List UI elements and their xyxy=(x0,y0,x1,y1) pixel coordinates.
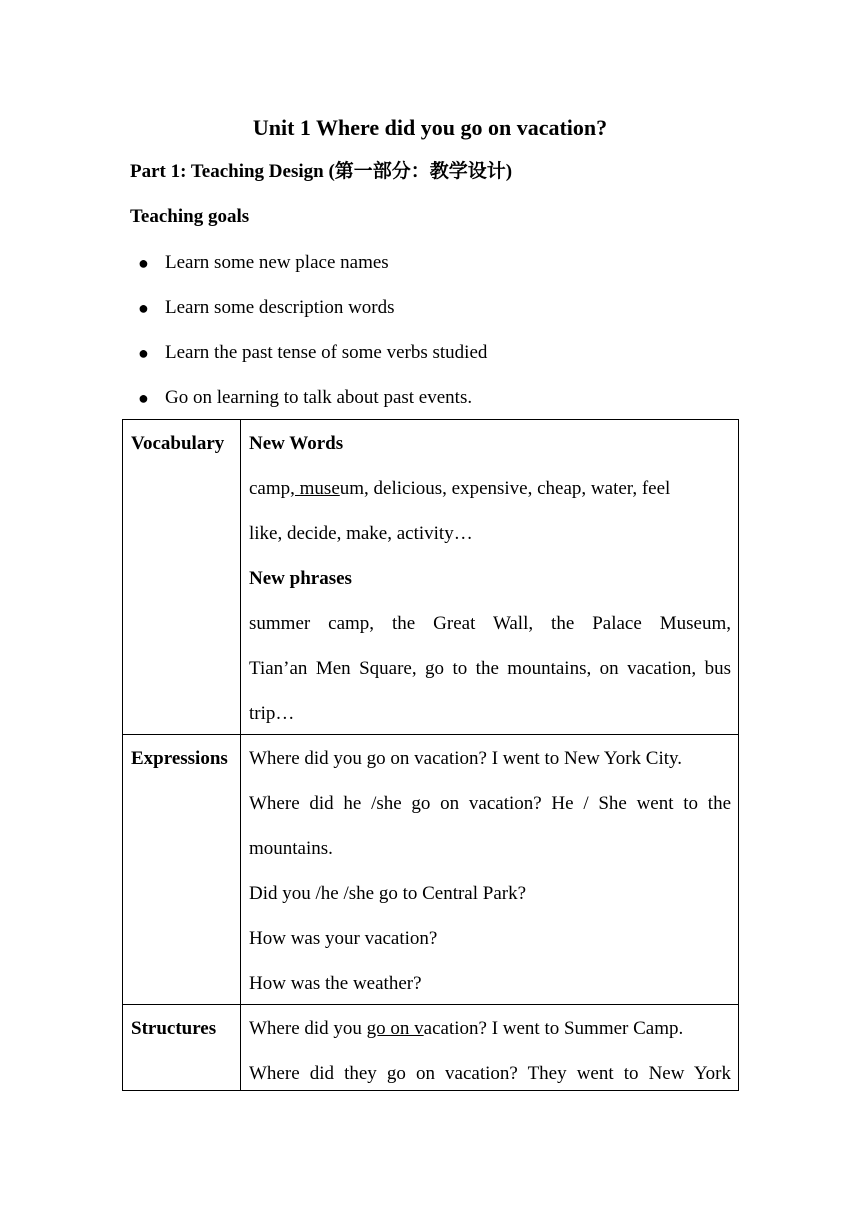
goal-item xyxy=(138,296,487,341)
expression-line: How was the weather? xyxy=(249,973,422,994)
vocabulary-label: Vocabulary xyxy=(123,420,241,735)
expression-line: Where did you go on vacation? I went to New York City. xyxy=(249,748,683,769)
new-phrases-line: Tian’an Men Square, go to the mountains, on vacation, bus xyxy=(249,658,731,679)
structure-text: Where did you xyxy=(249,1018,367,1039)
structure-line xyxy=(249,1017,731,1041)
underlined-text: go on v xyxy=(366,1018,424,1039)
part-heading: Part 1: Teaching Design (第一部分：教学设计) xyxy=(130,161,513,182)
structure-line: Where did they go on vacation? They went to New York xyxy=(249,1063,731,1084)
document-title: Unit 1 Where did you go on vacation? xyxy=(252,115,608,140)
bullet-icon: ● xyxy=(138,388,149,408)
expressions-content xyxy=(241,735,739,1005)
lesson-table xyxy=(122,419,739,1091)
goal-text: Learn the past tense of some verbs studied xyxy=(165,342,488,363)
new-phrases-line: summer camp, the Great Wall, the Palace Museum, xyxy=(249,613,731,634)
new-words-heading: New Words xyxy=(249,433,344,454)
goal-text: Go on learning to talk about past events. xyxy=(165,387,473,408)
expression-line: Where did he /she go on vacation? He / She went to the xyxy=(249,793,731,814)
structures-row xyxy=(123,1005,739,1091)
vocabulary-content xyxy=(241,420,739,735)
bullet-icon: ● xyxy=(138,343,149,363)
new-words-line: like, decide, make, activity… xyxy=(249,523,473,544)
goal-item xyxy=(138,251,487,296)
structures-content xyxy=(241,1005,739,1091)
goal-item xyxy=(138,341,487,386)
goal-text: Learn some description words xyxy=(165,297,395,318)
structures-label: Structures xyxy=(123,1005,241,1091)
teaching-goals-list xyxy=(138,251,487,431)
words-text: camp xyxy=(249,478,291,499)
new-phrases-line: trip… xyxy=(249,703,295,724)
expressions-row xyxy=(123,735,739,1005)
structure-text: acation? I went to Summer Camp. xyxy=(423,1018,684,1039)
expression-line: mountains. xyxy=(249,838,333,859)
new-words-line xyxy=(249,477,731,501)
expression-line: How was your vacation? xyxy=(249,928,438,949)
bullet-icon: ● xyxy=(138,298,149,318)
underlined-text: , muse xyxy=(290,478,340,499)
expression-line: Did you /he /she go to Central Park? xyxy=(249,883,527,904)
expressions-label: Expressions xyxy=(123,735,241,1005)
bullet-icon: ● xyxy=(138,253,149,273)
goal-text: Learn some new place names xyxy=(165,252,389,273)
words-text: um, delicious, expensive, cheap, water, feel xyxy=(339,478,671,499)
vocabulary-row xyxy=(123,420,739,735)
new-phrases-heading: New phrases xyxy=(249,568,352,589)
teaching-goals-heading: Teaching goals xyxy=(130,206,250,227)
